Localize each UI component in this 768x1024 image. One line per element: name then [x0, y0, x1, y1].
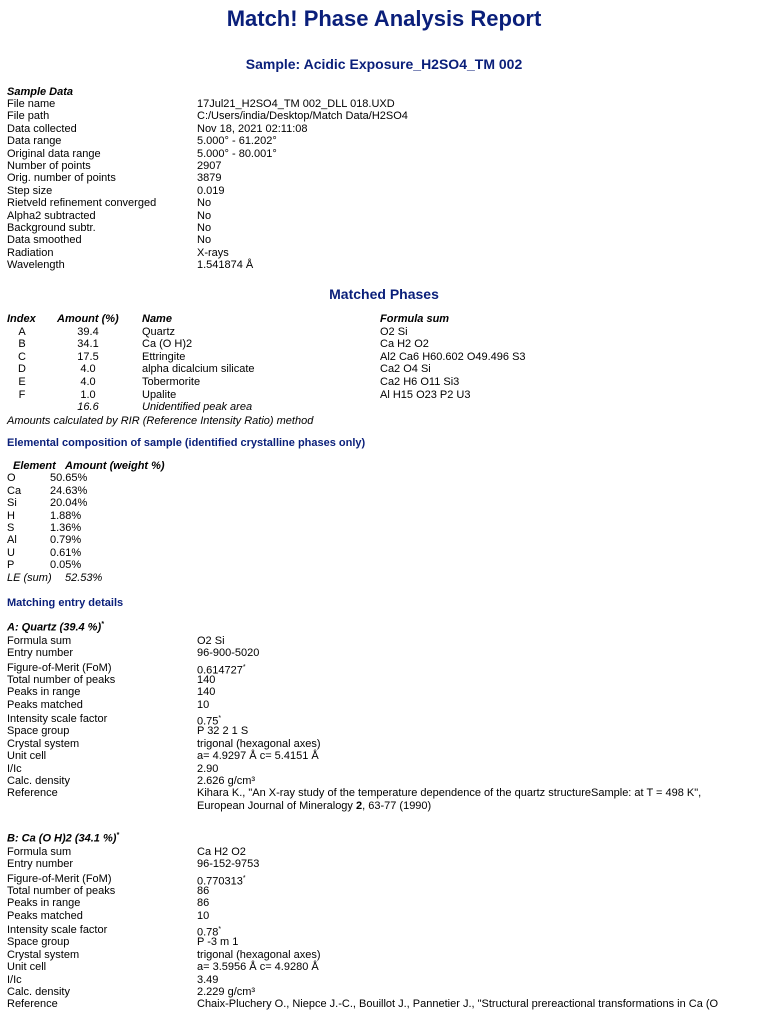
detail-row	[7, 750, 747, 762]
row-label: File path	[7, 110, 50, 123]
phase-index: E	[18, 375, 26, 388]
row-value: X-rays	[197, 246, 229, 259]
sample-data-row	[7, 148, 747, 160]
table-row	[7, 522, 207, 534]
le-sum-row	[7, 572, 207, 584]
detail-label: Peaks matched	[7, 909, 83, 922]
detail-row	[7, 699, 747, 711]
detail-label: Total number of peaks	[7, 884, 116, 897]
detail-label: Crystal system	[7, 948, 80, 961]
element-amount: 1.36%	[50, 521, 82, 534]
sample-data-heading: Sample Data	[7, 86, 74, 98]
sample-data-row	[7, 222, 747, 234]
reference-part: Kihara K., "An X-ray study of the temperature dependence of the quartz structureSample: at T = 498 K", European Journal of Mineralogy	[197, 787, 702, 813]
phase-name: Upalite	[142, 388, 177, 401]
detail-label: Peaks matched	[7, 698, 83, 711]
table-header	[7, 460, 207, 472]
detail-row	[7, 961, 747, 973]
table-row	[7, 472, 207, 484]
detail-label: Entry number	[7, 858, 74, 871]
table-row	[7, 376, 747, 389]
detail-value: 96-900-5020	[197, 647, 260, 660]
phase-formula: Ca H2 O2	[380, 338, 429, 351]
matched-phases-table	[7, 313, 747, 414]
unidentified-row	[7, 401, 747, 414]
row-value: No	[197, 209, 212, 222]
detail-label: Peaks in range	[7, 686, 81, 699]
phase-name: Ettringite	[142, 350, 186, 363]
sample-title: Sample: Acidic Exposure_H2SO4_TM 002	[245, 56, 523, 72]
detail-value: 3.49	[197, 973, 219, 986]
phase-name: Quartz	[142, 325, 176, 338]
element-symbol: Si	[7, 497, 17, 510]
sample-data-row	[7, 160, 747, 172]
detail-label: Intensity scale factor	[7, 924, 108, 937]
table-row	[7, 559, 207, 571]
element-symbol: P	[7, 559, 15, 572]
element-amount: 0.79%	[50, 534, 82, 547]
detail-value: 10	[197, 909, 210, 922]
detail-value: trigonal (hexagonal axes)	[197, 948, 321, 961]
table-row	[7, 510, 207, 522]
element-symbol: H	[7, 509, 15, 522]
detail-row	[7, 949, 747, 961]
detail-label: Space group	[7, 725, 70, 738]
reference-part: Chaix-Pluchery O., Niepce J.-C., Bouillot J., Pannetier J., "Structural prereactional transformations in Ca (O	[197, 998, 719, 1011]
table-header	[7, 313, 747, 326]
detail-label: Reference	[7, 998, 58, 1011]
detail-label: Figure-of-Merit (FoM)	[7, 872, 112, 885]
row-value: 2907	[197, 159, 222, 172]
element-amount: 1.88%	[50, 509, 82, 522]
detail-row	[7, 775, 747, 787]
row-value: 1.541874 Å	[197, 259, 254, 272]
detail-label: Intensity scale factor	[7, 713, 108, 726]
column-header-formula: Formula sum	[380, 313, 450, 325]
phase-name: Ca (O H)2	[142, 338, 193, 351]
detail-row	[7, 897, 747, 909]
row-value: C:/Users/india/Desktop/Match Data/H2SO4	[197, 110, 408, 123]
row-value: 17Jul21_H2SO4_TM 002_DLL 018.UXD	[197, 98, 395, 110]
detail-label: Figure-of-Merit (FoM)	[7, 661, 112, 674]
detail-label: Unit cell	[7, 750, 47, 763]
detail-label: Reference	[7, 787, 58, 800]
unidentified-amount: 16.6	[77, 401, 99, 414]
detail-row	[7, 974, 747, 986]
sample-data-row	[7, 98, 747, 110]
table-row	[7, 326, 747, 339]
row-value: 0.019	[197, 184, 225, 197]
footnote-mark: *	[101, 621, 104, 628]
footnote-mark: *	[116, 832, 120, 839]
phase-amount: 34.1	[77, 338, 99, 351]
entry-title-text: B: Ca (O H)2 (34.1 %)	[7, 832, 117, 845]
entry-a-title	[7, 621, 104, 634]
element-amount: 0.05%	[50, 559, 82, 572]
row-value: No	[197, 197, 212, 210]
sample-data-row	[7, 210, 747, 222]
intensity-value: 0.75	[197, 715, 219, 728]
phase-amount: 4.0	[80, 375, 96, 388]
table-row	[7, 485, 207, 497]
rir-note: Amounts calculated by RIR (Reference Intensity Ratio) method	[7, 415, 314, 427]
phase-index: B	[18, 338, 26, 351]
detail-label: Unit cell	[7, 961, 47, 974]
element-symbol: Ca	[7, 484, 22, 497]
phase-formula: Al H15 O23 P2 U3	[380, 388, 471, 401]
detail-label: Crystal system	[7, 737, 80, 750]
detail-row	[7, 725, 747, 737]
fom-value: 0.614727	[197, 664, 243, 677]
phase-formula: Ca2 H6 O11 Si3	[380, 375, 460, 388]
detail-row	[7, 660, 747, 677]
row-label: Data range	[7, 135, 62, 148]
detail-value: a= 4.9297 Å c= 5.4151 Å	[197, 750, 319, 763]
column-header-amount: Amount (%)	[57, 313, 119, 325]
sample-data-row	[7, 197, 747, 209]
element-symbol: S	[7, 521, 15, 534]
phase-formula: Al2 Ca6 H60.602 O49.496 S3	[380, 350, 526, 363]
detail-value: 140	[197, 686, 216, 699]
detail-row	[7, 674, 747, 686]
detail-value: O2 Si	[197, 635, 225, 647]
detail-value: 10	[197, 698, 210, 711]
element-amount: 24.63%	[50, 484, 88, 497]
detail-row	[7, 647, 747, 659]
table-row	[7, 389, 747, 402]
footnote-mark: *	[242, 663, 246, 671]
phase-index: F	[18, 388, 26, 401]
reference-text	[197, 787, 747, 813]
detail-label: Calc. density	[7, 774, 70, 787]
row-label: Step size	[7, 184, 53, 197]
detail-row	[7, 711, 747, 728]
sample-data-row	[7, 234, 747, 246]
elemental-heading: Elemental composition of sample (identified crystalline phases only)	[7, 437, 366, 449]
element-amount: 20.04%	[50, 497, 88, 510]
column-header-element: Element	[13, 460, 56, 472]
phase-index: C	[18, 350, 26, 363]
sample-data-row	[7, 172, 747, 184]
phase-amount: 17.5	[77, 350, 99, 363]
detail-label: I/Ic	[7, 762, 22, 775]
sample-data-row	[7, 185, 747, 197]
detail-row	[7, 846, 747, 858]
detail-value: 96-152-9753	[197, 858, 260, 871]
phase-formula: O2 Si	[380, 325, 408, 338]
sample-data-row	[7, 135, 747, 147]
entry-b-details	[7, 846, 747, 1011]
table-row	[7, 351, 747, 364]
sample-data-row	[7, 123, 747, 135]
detail-value: a= 3.5956 Å c= 4.9280 Å	[197, 961, 319, 974]
table-row	[7, 534, 207, 546]
detail-value: 140	[197, 673, 216, 686]
report-title: Match! Phase Analysis Report	[226, 6, 542, 31]
row-label: Radiation	[7, 246, 54, 259]
row-label: Orig. number of points	[7, 172, 116, 185]
reference-part: , 63-77 (1990)	[362, 800, 432, 813]
detail-value: Ca H2 O2	[197, 846, 246, 858]
sample-data-row	[7, 110, 747, 122]
reference-volume: 2	[355, 800, 363, 813]
footnote-mark: *	[218, 715, 222, 723]
intensity-value: 0.78	[197, 926, 219, 939]
phase-amount: 39.4	[77, 325, 99, 338]
element-amount: 50.65%	[50, 472, 88, 485]
row-label: Background subtr.	[7, 221, 96, 234]
column-header-index: Index	[7, 313, 36, 325]
detail-value: 86	[197, 897, 210, 910]
table-row	[7, 338, 747, 351]
footnote-mark: *	[218, 926, 222, 934]
detail-label: Calc. density	[7, 985, 70, 998]
phase-name: Tobermorite	[142, 375, 201, 388]
phase-index: D	[18, 363, 26, 376]
detail-row	[7, 871, 747, 888]
detail-label: Entry number	[7, 647, 74, 660]
detail-label: Formula sum	[7, 846, 72, 858]
detail-row	[7, 885, 747, 897]
detail-value: trigonal (hexagonal axes)	[197, 737, 321, 750]
matched-phases-heading: Matched Phases	[329, 286, 439, 302]
phase-formula: Ca2 O4 Si	[380, 363, 431, 376]
sample-data-list	[7, 98, 747, 271]
row-value: No	[197, 221, 212, 234]
entry-title-text: A: Quartz (39.4 %)	[7, 621, 102, 634]
column-header-amount: Amount (weight %)	[65, 460, 165, 472]
row-label: Alpha2 subtracted	[7, 209, 96, 222]
element-amount: 0.61%	[50, 546, 82, 559]
le-sum-label: LE (sum)	[7, 571, 52, 584]
element-symbol: Al	[7, 534, 17, 547]
detail-row	[7, 922, 747, 939]
entry-b-title	[7, 832, 119, 845]
phase-name: alpha dicalcium silicate	[142, 363, 255, 376]
detail-value: 86	[197, 884, 210, 897]
detail-label: Space group	[7, 936, 70, 949]
detail-row	[7, 910, 747, 922]
sample-data-row	[7, 259, 747, 271]
row-label: Wavelength	[7, 259, 65, 272]
detail-row	[7, 858, 747, 870]
unidentified-name: Unidentified peak area	[142, 401, 253, 414]
footnote-mark: *	[242, 874, 246, 882]
detail-value: P 32 2 1 S	[197, 725, 249, 738]
detail-row	[7, 738, 747, 750]
row-value: 5.000° - 61.202°	[197, 135, 277, 148]
detail-value: 2.229 g/cm³	[197, 985, 256, 998]
detail-label: Peaks in range	[7, 897, 81, 910]
detail-row	[7, 635, 747, 647]
row-label: Original data range	[7, 147, 101, 160]
row-label: Number of points	[7, 159, 91, 172]
detail-label: I/Ic	[7, 973, 22, 986]
column-header-name: Name	[142, 313, 172, 325]
element-symbol: O	[7, 472, 16, 485]
detail-value: P -3 m 1	[197, 936, 239, 949]
detail-value: 2.90	[197, 762, 219, 775]
elemental-table	[7, 460, 207, 584]
row-value: 3879	[197, 172, 222, 185]
table-row	[7, 363, 747, 376]
phase-index: A	[18, 325, 26, 338]
element-symbol: U	[7, 546, 15, 559]
detail-value: 2.626 g/cm³	[197, 774, 256, 787]
row-label: Data collected	[7, 122, 77, 135]
detail-row	[7, 936, 747, 948]
detail-row	[7, 763, 747, 775]
table-row	[7, 547, 207, 559]
phase-amount: 1.0	[80, 388, 96, 401]
row-value: 5.000° - 80.001°	[197, 147, 277, 160]
table-row	[7, 497, 207, 509]
row-value: Nov 18, 2021 02:11:08	[197, 122, 308, 135]
detail-row-reference	[7, 998, 747, 1011]
le-sum-amount: 52.53%	[65, 571, 103, 584]
row-label: File name	[7, 98, 56, 110]
detail-label: Total number of peaks	[7, 673, 116, 686]
detail-label: Formula sum	[7, 635, 72, 647]
reference-text	[197, 998, 747, 1011]
phase-amount: 4.0	[80, 363, 96, 376]
row-label: Rietveld refinement converged	[7, 197, 157, 210]
sample-data-row	[7, 247, 747, 259]
detail-row	[7, 686, 747, 698]
matching-entry-heading: Matching entry details	[7, 597, 124, 609]
fom-value: 0.770313	[197, 875, 243, 888]
detail-row	[7, 986, 747, 998]
entry-a-details	[7, 635, 747, 813]
row-label: Data smoothed	[7, 234, 82, 247]
detail-row-reference	[7, 787, 747, 813]
row-value: No	[197, 234, 212, 247]
